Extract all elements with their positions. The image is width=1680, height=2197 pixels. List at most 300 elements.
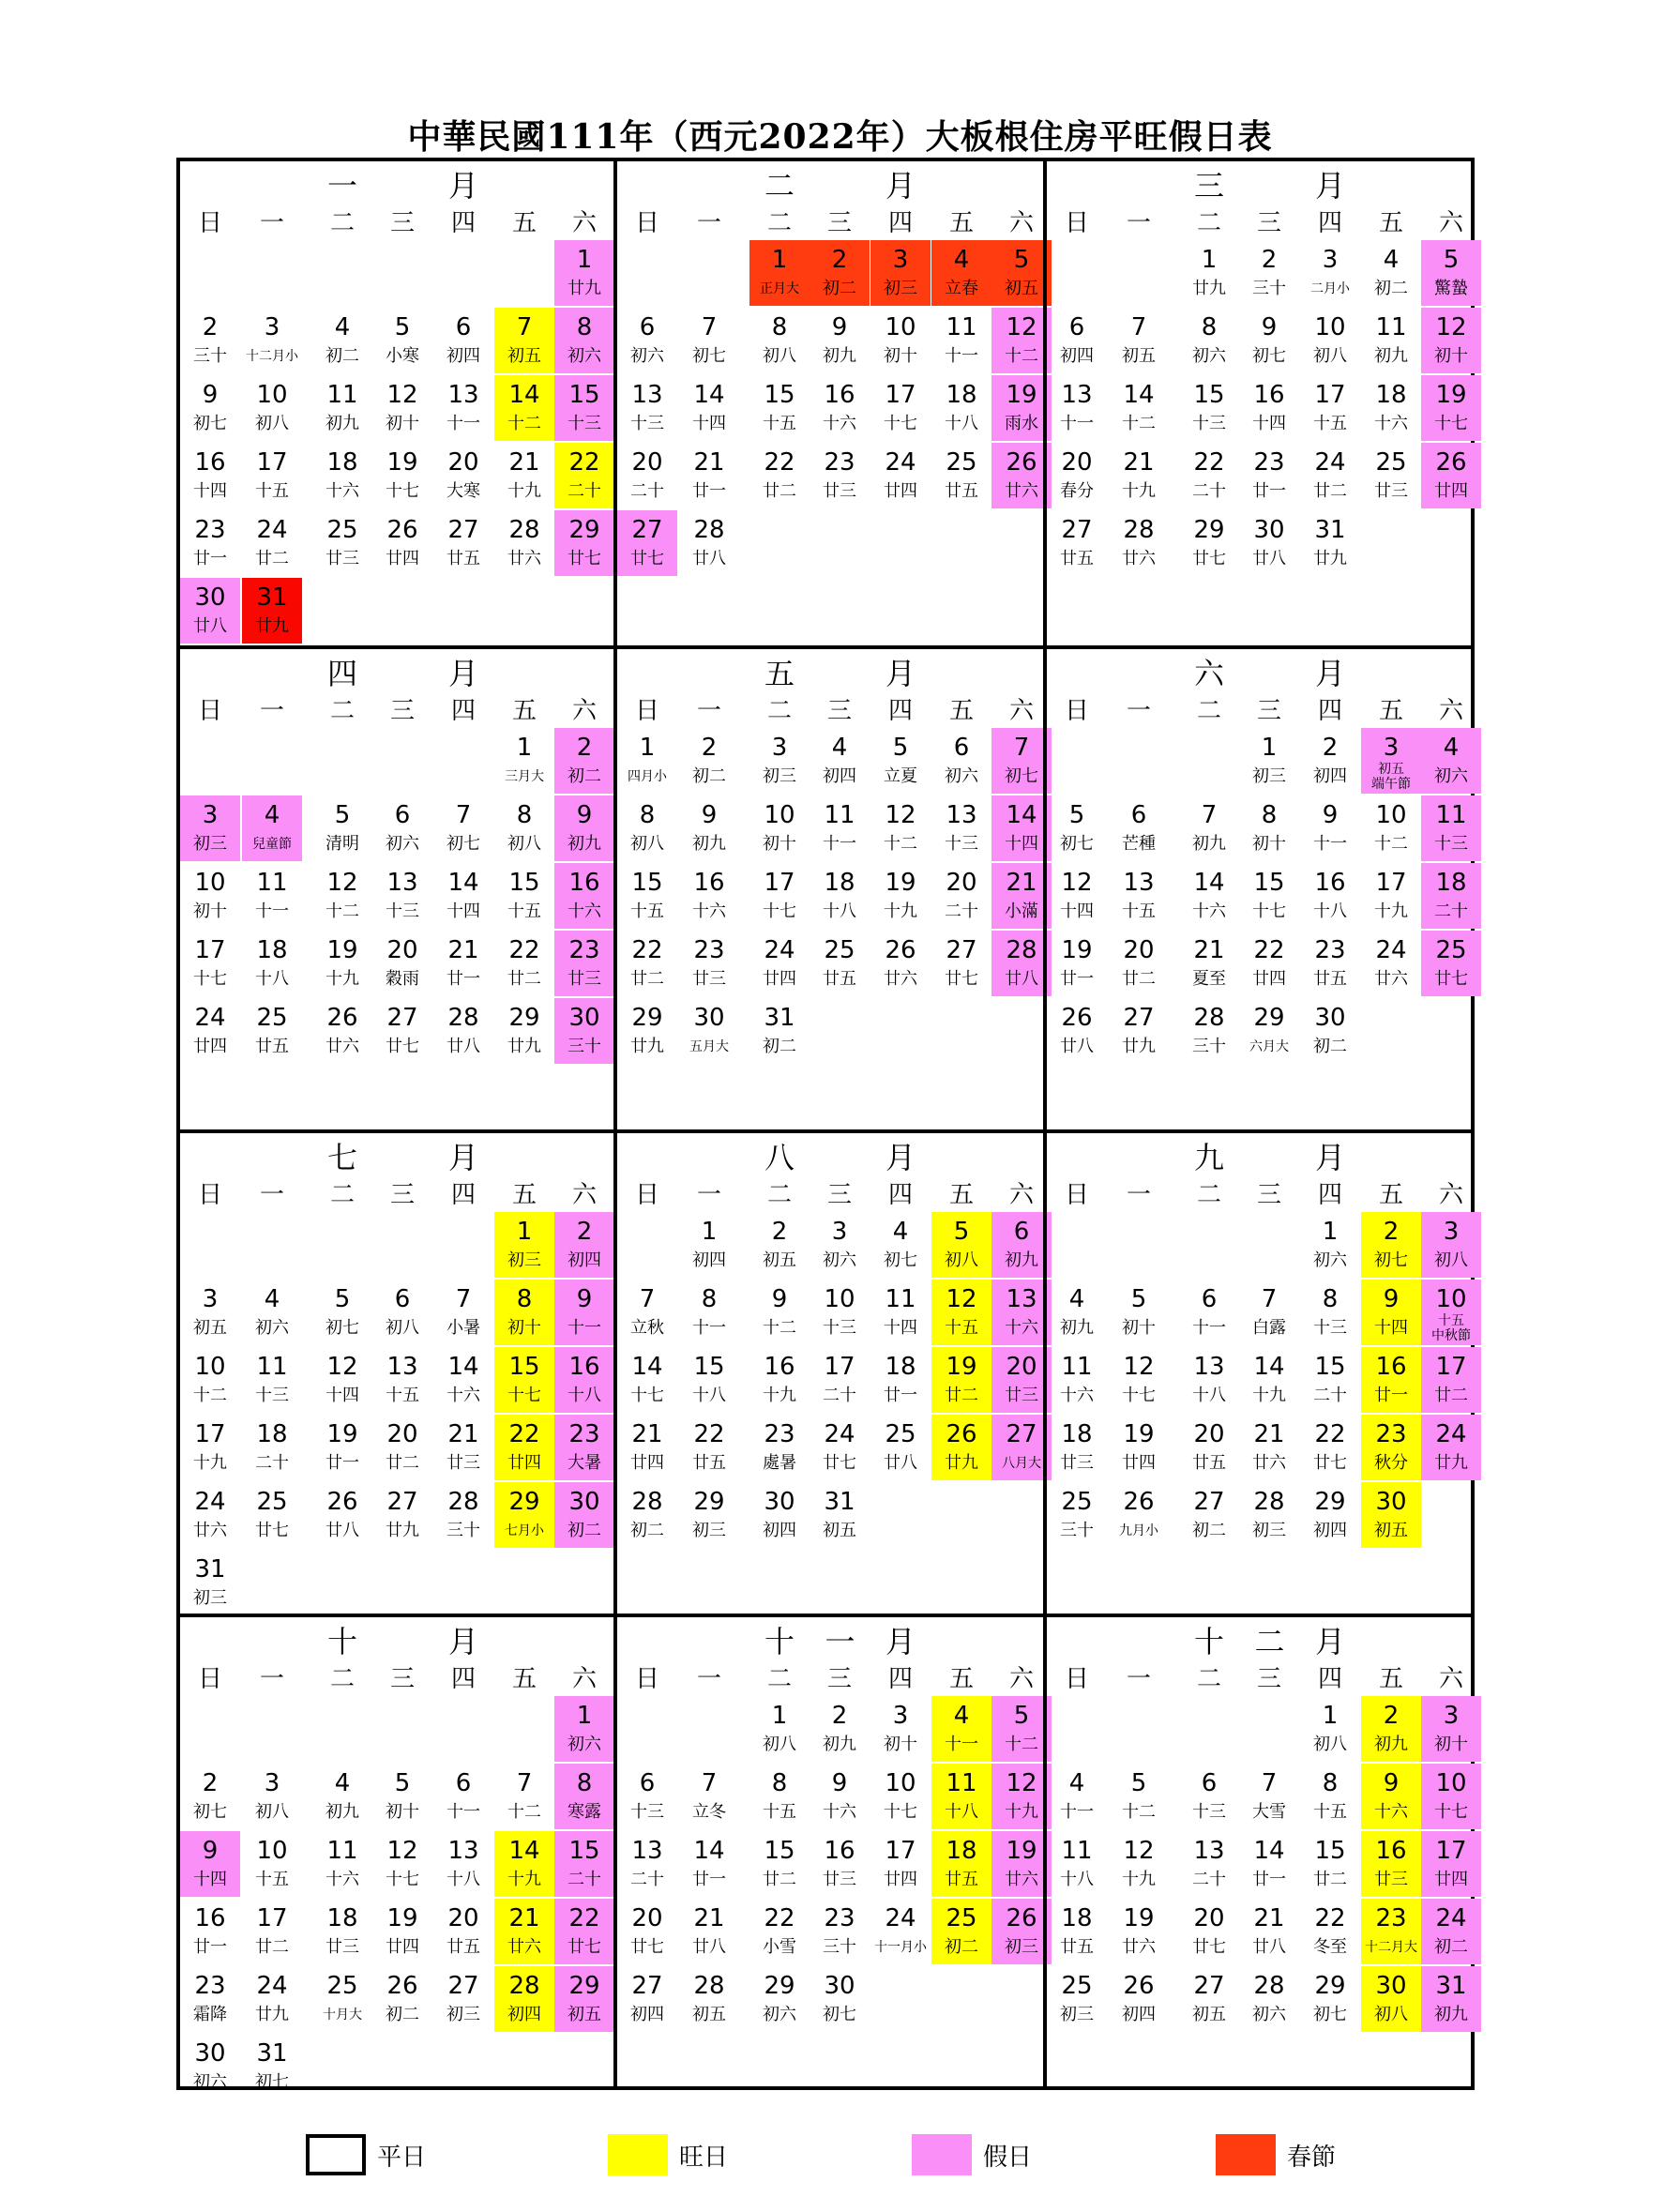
- day-number: 16: [1375, 1353, 1407, 1381]
- weekday-header: 四: [450, 1181, 476, 1209]
- lunar-date: 十九: [1252, 1386, 1286, 1405]
- day-number: 9: [831, 1769, 848, 1797]
- day-number: 3: [202, 801, 219, 829]
- day-cell: [931, 1831, 991, 1897]
- day-number: 6: [455, 1769, 472, 1797]
- day-cell: [1421, 1347, 1481, 1413]
- day-cell: [312, 795, 372, 861]
- day-cell: [1300, 1482, 1360, 1548]
- lunar-date: 十二: [1005, 1735, 1038, 1754]
- day-number: 13: [1193, 1353, 1225, 1381]
- weekday-header: 二: [329, 209, 355, 237]
- lunar-date: 廿一: [193, 549, 227, 568]
- day-cell: [180, 1764, 240, 1829]
- lunar-date: 初九: [823, 1735, 856, 1754]
- lunar-date: 十八: [1313, 902, 1347, 921]
- day-cell: [312, 443, 372, 508]
- day-cell: [679, 795, 739, 861]
- day-cell: [242, 1482, 302, 1548]
- day-cell: [870, 1696, 931, 1762]
- lunar-date: 初六: [568, 1735, 601, 1754]
- day-number: 10: [1314, 313, 1346, 341]
- lunar-date: 初九: [823, 346, 856, 366]
- day-cell: [1179, 1415, 1239, 1480]
- day-cell: [810, 1212, 870, 1278]
- legend-swatch: [912, 2134, 972, 2175]
- weekday-header: 二: [766, 209, 792, 237]
- day-cell: [242, 375, 302, 441]
- month-title-char: 七: [326, 1140, 357, 1175]
- lunar-date: 初七: [193, 414, 227, 433]
- day-cell: [1300, 1966, 1360, 2032]
- month-title-char: 月: [885, 168, 916, 204]
- day-number: 3: [1322, 246, 1339, 274]
- day-cell: [242, 2034, 302, 2099]
- weekday-header: 日: [197, 1665, 222, 1693]
- lunar-date: 十八: [1060, 1870, 1094, 1889]
- lunar-date: 初八: [1374, 2005, 1408, 2024]
- day-cell: [679, 1212, 739, 1278]
- day-number: 19: [946, 1353, 977, 1381]
- lunar-date: 初八: [1434, 1250, 1468, 1270]
- lunar-date: 初七: [325, 1318, 359, 1338]
- weekday-header: 二: [329, 697, 355, 725]
- day-cell: [749, 998, 810, 1064]
- day-cell: [617, 1482, 677, 1548]
- lunar-date: 廿三: [823, 1870, 856, 1889]
- lunar-date: 初六: [1192, 346, 1226, 366]
- lunar-date: 二十: [823, 1386, 856, 1405]
- day-number: 8: [1201, 313, 1218, 341]
- day-number: 9: [576, 801, 593, 829]
- day-cell: [1361, 1696, 1421, 1762]
- day-number: 9: [831, 313, 848, 341]
- lunar-date: 初二: [325, 346, 359, 366]
- lunar-date: 初五: [1192, 2005, 1226, 2024]
- day-number: 9: [1261, 313, 1278, 341]
- day-number: 3: [264, 1769, 280, 1797]
- day-number: 17: [1435, 1353, 1467, 1381]
- lunar-date: 初八: [763, 346, 796, 366]
- day-number: 26: [386, 516, 418, 544]
- lunar-date: 十四: [1005, 834, 1038, 854]
- day-number: 14: [1253, 1353, 1285, 1381]
- day-cell: [1239, 1347, 1299, 1413]
- day-cell: [372, 510, 432, 576]
- day-number: 6: [1201, 1285, 1218, 1313]
- month-block: [1043, 1614, 1471, 2086]
- day-number: 10: [194, 869, 226, 897]
- lunar-date: 十一: [692, 1318, 726, 1338]
- lunar-date: 初九: [1374, 346, 1408, 366]
- day-number: 12: [1123, 1837, 1155, 1865]
- month-title-char: 十: [1193, 1624, 1224, 1659]
- lunar-date: 初三: [1005, 1937, 1038, 1957]
- day-number: 13: [1006, 1285, 1037, 1313]
- day-number: 2: [202, 1769, 219, 1797]
- weekday-header: 五: [511, 1665, 537, 1693]
- day-number: 5: [334, 801, 351, 829]
- day-number: 2: [701, 734, 718, 762]
- day-cell: [1047, 795, 1107, 861]
- month-title-char: 月: [1314, 656, 1345, 691]
- lunar-date: 廿三: [446, 1453, 480, 1473]
- weekday-header: 一: [696, 209, 721, 237]
- lunar-date: 初七: [1252, 346, 1286, 366]
- lunar-date: 十一: [568, 1318, 601, 1338]
- day-number: 22: [1253, 936, 1285, 964]
- day-number: 6: [1201, 1769, 1218, 1797]
- lunar-date: 廿七: [1313, 1453, 1347, 1473]
- day-cell: [554, 1482, 614, 1548]
- lunar-date: 十二: [763, 1318, 796, 1338]
- lunar-date: 初三: [193, 834, 227, 854]
- day-cell: [617, 1347, 677, 1413]
- day-cell: [312, 1482, 372, 1548]
- day-cell: [617, 998, 677, 1064]
- day-cell: [180, 1347, 240, 1413]
- day-number: 20: [946, 869, 977, 897]
- day-cell: [433, 1415, 493, 1480]
- day-cell: [433, 931, 493, 996]
- day-cell: [810, 443, 870, 508]
- day-number: 21: [1193, 936, 1225, 964]
- day-number: 16: [824, 1837, 855, 1865]
- day-number: 8: [1261, 801, 1278, 829]
- day-number: 3: [1383, 734, 1400, 762]
- month-title-char: 十: [764, 1624, 795, 1659]
- day-cell: [1109, 1347, 1169, 1413]
- lunar-date: 冬至: [1313, 1937, 1347, 1957]
- day-number: 5: [1443, 246, 1460, 274]
- day-number: 31: [764, 1004, 795, 1032]
- lunar-date: 十七: [763, 902, 796, 921]
- day-number: 4: [892, 1218, 909, 1246]
- day-number: 22: [1314, 1904, 1346, 1932]
- lunar-date: 十九: [507, 1870, 541, 1889]
- month-title-char: 月: [885, 1140, 916, 1175]
- lunar-date: 二十: [568, 481, 601, 501]
- weekday-header: 一: [259, 1181, 284, 1209]
- lunar-date: 廿三: [325, 549, 359, 568]
- day-number: 19: [1123, 1904, 1155, 1932]
- day-cell: [1300, 1831, 1360, 1897]
- legend-label: 春節: [1287, 2144, 1337, 2172]
- day-number: 7: [516, 313, 533, 341]
- day-number: 8: [771, 1769, 788, 1797]
- day-cell: [180, 2034, 240, 2099]
- lunar-date: 廿八: [692, 549, 726, 568]
- day-cell: [1239, 443, 1299, 508]
- day-number: 16: [1375, 1837, 1407, 1865]
- lunar-date: 廿四: [763, 969, 796, 989]
- day-number: 30: [1314, 1004, 1346, 1032]
- lunar-date: 廿二: [945, 1386, 978, 1405]
- day-number: 13: [447, 1837, 479, 1865]
- lunar-date: 初七: [884, 1250, 917, 1270]
- day-number: 1: [576, 246, 593, 274]
- lunar-date: 廿三: [1005, 1386, 1038, 1405]
- day-cell: [1421, 1415, 1481, 1480]
- lunar-date: 廿七: [630, 1937, 664, 1957]
- day-cell: [1300, 1415, 1360, 1480]
- day-number: 29: [508, 1488, 540, 1516]
- day-cell: [1239, 308, 1299, 373]
- day-number: 2: [831, 1702, 848, 1730]
- day-number: 29: [568, 516, 600, 544]
- lunar-date: 廿九: [507, 1037, 541, 1056]
- lunar-date: 初七: [193, 1802, 227, 1822]
- lunar-date: 十一: [255, 902, 289, 921]
- day-number: 27: [1061, 516, 1093, 544]
- day-number: 28: [1006, 936, 1037, 964]
- lunar-date: 廿一: [446, 969, 480, 989]
- lunar-date: 廿七: [1192, 1937, 1226, 1957]
- day-cell: [494, 931, 554, 996]
- day-cell: [870, 1899, 931, 1964]
- day-cell: [617, 795, 677, 861]
- day-number: 2: [1383, 1702, 1400, 1730]
- lunar-date: 初二: [763, 1037, 796, 1056]
- day-cell: [1361, 443, 1421, 508]
- day-cell: [1179, 510, 1239, 576]
- day-number: 18: [1375, 381, 1407, 409]
- day-cell: [749, 1212, 810, 1278]
- day-cell: [1421, 1764, 1481, 1829]
- weekday-header: 二: [1196, 1181, 1221, 1209]
- day-number: 11: [256, 1353, 288, 1381]
- day-number: 26: [326, 1488, 358, 1516]
- lunar-date: 霜降: [193, 2005, 227, 2024]
- lunar-date: 廿四: [884, 481, 917, 501]
- lunar-date: 十六: [1374, 414, 1408, 433]
- day-cell: [810, 1764, 870, 1829]
- lunar-date: 初五: [1005, 279, 1038, 298]
- day-number: 9: [1383, 1285, 1400, 1313]
- lunar-date: 十四: [1060, 902, 1094, 921]
- day-number: 26: [946, 1420, 977, 1448]
- day-number: 27: [631, 1972, 663, 2000]
- day-number: 29: [1314, 1488, 1346, 1516]
- day-cell: [433, 1347, 493, 1413]
- lunar-date: 十月大: [323, 2008, 362, 2023]
- day-number: 15: [764, 381, 795, 409]
- lunar-date: 廿一: [692, 1870, 726, 1889]
- day-number: 30: [1375, 1488, 1407, 1516]
- day-number: 24: [194, 1488, 226, 1516]
- lunar-date: 十七: [1122, 1386, 1156, 1405]
- lunar-date: 十六: [823, 414, 856, 433]
- day-cell: [810, 375, 870, 441]
- lunar-date: 小滿: [1005, 902, 1038, 921]
- lunar-date: 廿三: [1374, 481, 1408, 501]
- lunar-date: 廿九: [1434, 1453, 1468, 1473]
- lunar-date: 十一: [1313, 834, 1347, 854]
- lunar-date: 初二: [1374, 279, 1408, 298]
- lunar-date: 初六: [763, 2005, 796, 2024]
- day-cell: [372, 1415, 432, 1480]
- lunar-date: 三十: [568, 1037, 601, 1056]
- lunar-date: 廿三: [1060, 1453, 1094, 1473]
- day-number: 9: [202, 381, 219, 409]
- day-cell: [1109, 1415, 1169, 1480]
- day-number: 29: [1193, 516, 1225, 544]
- day-number: 2: [1383, 1218, 1400, 1246]
- day-cell: [870, 1280, 931, 1345]
- day-number: 16: [568, 1353, 600, 1381]
- day-cell: [1421, 308, 1481, 373]
- lunar-date: 十五: [630, 902, 664, 921]
- weekday-header: 四: [887, 697, 913, 725]
- weekday-header: 二: [1196, 697, 1221, 725]
- day-number: 14: [631, 1353, 663, 1381]
- day-cell: [1421, 375, 1481, 441]
- lunar-date: 初九: [1374, 1735, 1408, 1754]
- day-number: 3: [892, 246, 909, 274]
- weekday-header: 五: [948, 697, 974, 725]
- weekday-header: 日: [197, 209, 222, 237]
- day-number: 21: [1006, 869, 1037, 897]
- lunar-date: 五月大: [689, 1039, 729, 1054]
- lunar-date: 廿八: [325, 1521, 359, 1540]
- lunar-date: 初八: [1313, 1735, 1347, 1754]
- day-number: 29: [508, 1004, 540, 1032]
- day-cell: [554, 1212, 614, 1278]
- lunar-date: 十四: [446, 902, 480, 921]
- day-cell: [931, 1899, 991, 1964]
- day-number: 25: [885, 1420, 916, 1448]
- lunar-date: 廿三: [1374, 1870, 1408, 1889]
- day-cell: [554, 1280, 614, 1345]
- day-cell: [749, 1280, 810, 1345]
- lunar-date: 初三: [507, 1250, 541, 1270]
- lunar-date: 清明: [325, 834, 359, 854]
- month-block: [1043, 645, 1471, 1129]
- month-block: [613, 645, 1043, 1129]
- lunar-date: 廿九: [255, 2005, 289, 2024]
- lunar-date: 十三: [255, 1386, 289, 1405]
- month-title-char: 月: [447, 168, 478, 204]
- day-number: 18: [885, 1353, 916, 1381]
- day-number: 22: [764, 1904, 795, 1932]
- day-cell: [679, 1482, 739, 1548]
- day-number: 17: [194, 936, 226, 964]
- lunar-date: 初七: [1313, 2005, 1347, 2024]
- lunar-date: 初八: [630, 834, 664, 854]
- day-cell: [1179, 1831, 1239, 1897]
- day-cell: [870, 443, 931, 508]
- day-cell: [1239, 1482, 1299, 1548]
- day-cell: [1109, 308, 1169, 373]
- lunar-date: 處暑: [763, 1453, 796, 1473]
- day-cell: [242, 1899, 302, 1964]
- day-number: 15: [631, 869, 663, 897]
- lunar-date: 廿七: [630, 549, 664, 568]
- lunar-date: 十二: [507, 414, 541, 433]
- day-number: 26: [1061, 1004, 1093, 1032]
- month-block: [613, 1614, 1043, 2086]
- day-number: 7: [639, 1285, 656, 1313]
- day-number: 15: [764, 1837, 795, 1865]
- day-cell: [1109, 1764, 1169, 1829]
- day-number: 19: [1435, 381, 1467, 409]
- day-cell: [1361, 1415, 1421, 1480]
- day-number: 25: [1061, 1972, 1093, 2000]
- weekday-header: 日: [197, 697, 222, 725]
- day-number: 1: [1261, 734, 1278, 762]
- day-number: 2: [831, 246, 848, 274]
- day-cell: [931, 1415, 991, 1480]
- lunar-date: 廿九: [386, 1521, 419, 1540]
- weekday-header: 三: [1256, 1665, 1281, 1693]
- lunar-date: 廿四: [386, 1937, 419, 1957]
- day-number: 24: [1314, 448, 1346, 477]
- day-number: 1: [576, 1702, 593, 1730]
- weekday-header: 五: [948, 1665, 974, 1693]
- lunar-date: 二十: [1313, 1386, 1347, 1405]
- day-cell: [810, 931, 870, 996]
- lunar-date: 二十: [568, 1870, 601, 1889]
- day-cell: [931, 931, 991, 996]
- lunar-date: 初二: [1192, 1521, 1226, 1540]
- day-number: 9: [771, 1285, 788, 1313]
- lunar-date: 七月小: [505, 1523, 544, 1538]
- day-cell: [1421, 1831, 1481, 1897]
- day-cell: [1300, 510, 1360, 576]
- weekday-header: 一: [1126, 1665, 1151, 1693]
- lunar-date: 初十: [507, 1318, 541, 1338]
- day-number: 11: [824, 801, 855, 829]
- day-number: 21: [508, 1904, 540, 1932]
- lunar-date: 初九: [1434, 2005, 1468, 2024]
- lunar-date: 廿一: [1060, 969, 1094, 989]
- day-number: 2: [1261, 246, 1278, 274]
- weekday-header: 日: [634, 697, 659, 725]
- lunar-date: 初二: [1434, 1937, 1468, 1957]
- day-cell: [617, 1764, 677, 1829]
- lunar-date: 立冬: [692, 1802, 726, 1822]
- day-number: 20: [1006, 1353, 1037, 1381]
- lunar-date: 十四: [1374, 1318, 1408, 1338]
- weekday-header: 五: [1378, 1665, 1403, 1693]
- day-number: 30: [194, 2039, 226, 2068]
- lunar-date: 廿二: [1122, 969, 1156, 989]
- lunar-date: 廿七: [945, 969, 978, 989]
- month-block: [613, 1129, 1043, 1614]
- day-number: 25: [1375, 448, 1407, 477]
- lunar-date: 廿七: [823, 1453, 856, 1473]
- lunar-date: 廿八: [1060, 1037, 1094, 1056]
- lunar-date: 十九: [1374, 902, 1408, 921]
- day-number: 21: [1123, 448, 1155, 477]
- lunar-date: 十九: [325, 969, 359, 989]
- day-cell: [1047, 1966, 1107, 2032]
- weekday-header: 日: [1064, 1181, 1089, 1209]
- day-number: 31: [824, 1488, 855, 1516]
- day-cell: [749, 1831, 810, 1897]
- day-number: 20: [1123, 936, 1155, 964]
- day-number: 18: [256, 936, 288, 964]
- day-cell: [1109, 1966, 1169, 2032]
- day-cell: [749, 1899, 810, 1964]
- lunar-date: 三十: [1252, 279, 1286, 298]
- lunar-date: 初六: [1313, 1250, 1347, 1270]
- day-cell: [617, 375, 677, 441]
- lunar-date: 初九: [692, 834, 726, 854]
- day-number: 1: [516, 1218, 533, 1246]
- lunar-date: 十六: [1005, 1318, 1038, 1338]
- lunar-date: 十六: [1374, 1802, 1408, 1822]
